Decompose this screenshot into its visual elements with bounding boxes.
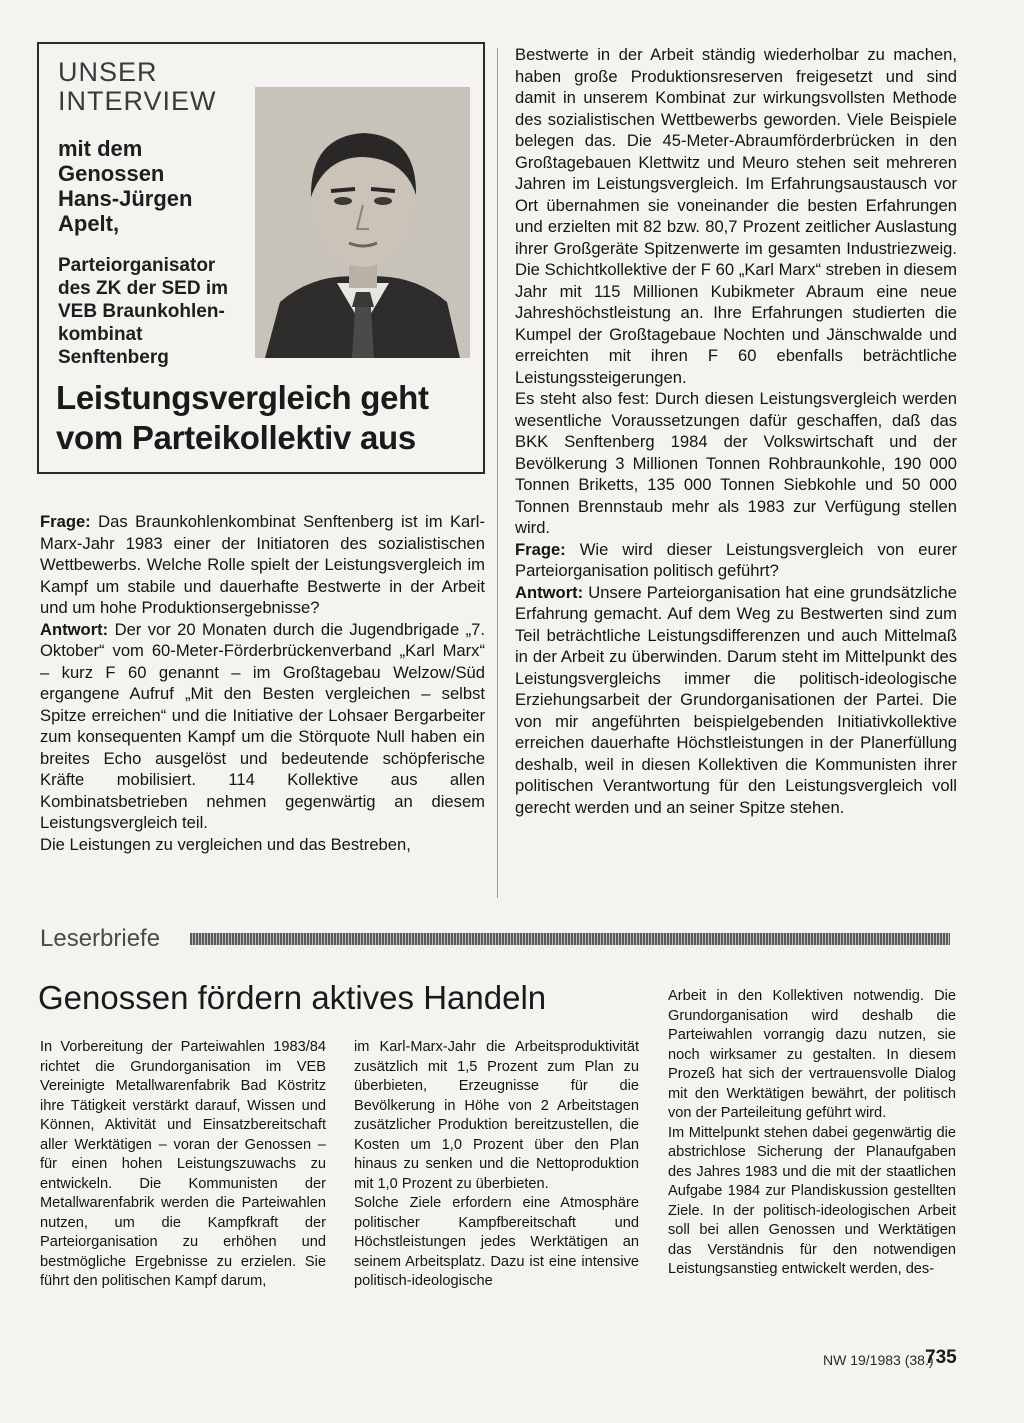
body-paragraph: Es steht also fest: Durch diesen Leistungsvergleich werden wesentliche Voraussetzungen dafür geschaffen, daß das BKK Senftenberg 1984 der Volkswirtschaft und der Bevölkerung 3 Millionen Tonnen Rohbraunkohle, 190 000 Tonnen Briketts, 135 000 Tonnen Siebkohle und 50 000 Tonnen Brennstaub mehr als 1983 zur Verfügung stellen wird. [515,389,957,537]
letters-headline: Genossen fördern aktives Handeln [38,979,547,1016]
answer-label: Antwort: [40,619,109,639]
interview-column-1 [40,511,485,855]
subject-line: Genossen [58,161,165,186]
question-label: Frage: [40,512,91,531]
role-line: VEB Braunkohlen- [58,301,225,322]
subject-line: Apelt, [58,211,120,236]
answer-paragraph [40,619,485,834]
answer-continuation: Die Leistungen zu vergleichen und das Bestreben, [40,834,411,854]
answer-label: Antwort: [515,582,584,602]
headline-line: vom Parteikollektiv aus [56,419,416,456]
role-line: Senftenberg [58,347,169,368]
letters-column-1 [40,1038,326,1292]
body-paragraph: In Vorbereitung der Parteiwahlen 1983/84 richtet die Grundorganisation im VEB Vereinigte Metallwarenfabrik Bad Köstritz ihre Tätigkeit verstärkt darauf, Wissen und Können, Aktivität und Einsatzbereitschaft aller Werktätigen – voran der Genossen – für einen hohen Leistungszuwachs zu entwickeln. Die Kommunisten der Metallwarenfabrik werden die Parteiwahlen nutzen, um die Kampfkraft der Parteiorganisation zu erhöhen und bestmögliche Ergebnisse zu erzielen. Sie führt den politischen Kampf darum, [40,1039,326,1289]
interview-column-2 [515,44,957,818]
role-line: Parteiorganisator [58,255,216,276]
question-text: Wie wird dieser Leistungsvergleich von eurer Parteiorganisation politisch geführt? [515,539,957,580]
question-paragraph [515,539,957,582]
subject-line: mit dem [58,136,143,161]
letters-column-3 [668,987,956,1280]
interviewee-name [58,136,248,236]
answer-text: Unsere Parteiorganisation hat eine grundsätzliche Erfahrung gemacht. Auf dem Weg zu Bestwerten sind zum Teil beträchtliche Leistungsdifferenzen und auch Mittelmaß in der Arbeit zu überwinden. Darum steht im Mittelpunkt des Leistungsvergleichs immer die politisch-ideologische Erziehungsarbeit der Grundorganisationen der Partei. Die von mir angeführten beispielgebenden Initiativkollektive erreichen dauerhafte Höchstleistungen in der Planerfüllung deshalb, weil in diesen Kollektiven die Kommunisten ihrer politischen Verantwortung für den Leistungsvergleich voll gerecht werden und an seiner Spitze stehen. [515,582,957,817]
subject-line: Hans-Jürgen [58,186,193,211]
letters-column-2 [354,1038,639,1292]
section-label: Leserbriefe [40,925,161,952]
interviewee-role [58,254,253,369]
question-text: Das Braunkohlenkombinat Senftenberg ist im Karl-Marx-Jahr 1983 einer der Initiatoren des sozialistischen Wettbewerbs. Welche Rolle spielt der Leistungsvergleich im Kampf um stabile und dauerhafte Bestwerte in der Arbeit und um hohe Produktionsergebnisse? [40,512,485,617]
question-paragraph [40,511,485,619]
headline-line: Leistungsvergleich geht [56,379,429,416]
body-paragraph: Solche Ziele erfordern eine Atmosphäre politischer Kampfbereitschaft und Höchstleistungen jedes Werktätigen an seinem Arbeitsplatz. Dazu ist eine intensive politisch-ideologische [354,1195,639,1289]
role-line: des ZK der SED im [58,278,228,299]
issue-reference: NW 19/1983 (38.) [823,1352,934,1368]
interview-headline [56,378,481,458]
kicker-line-1: UNSER [58,57,158,87]
portrait-photo [255,87,470,358]
body-paragraph: Im Mittelpunkt stehen dabei gegenwärtig die abstrichlose Sicherung der Planaufgaben des Jahres 1983 und die mit der staatlichen Aufgabe 1984 zur Plandiskussion gestellten Ziele. In der politisch-ideologischen Arbeit soll bei allen Genossen und Werktätigen das Verständnis für den notwendigen Leistungsanstieg entwickelt werden, des- [668,1124,956,1277]
portrait-illustration [255,87,470,358]
column-divider [497,48,498,898]
section-rule [190,933,950,945]
body-paragraph: im Karl-Marx-Jahr die Arbeitsproduktivität zusätzlich mit 1,5 Prozent zum Plan zu überbieten, Erzeugnisse für die Bevölkerung in Höhe von 2 Arbeitstagen zusätzlicher Produktion bereitzustellen, die Kosten um 1,0 Prozent über den Plan hinaus zu senken und die Nettoproduktion mit 1,0 Prozent zu überbieten. [354,1039,639,1192]
role-line: kombinat [58,324,143,345]
page-number: 735 [925,1347,957,1368]
question-label: Frage: [515,539,566,559]
answer-text: Der vor 20 Monaten durch die Jugendbrigade „7. Oktober“ vom 60-Meter-Förderbrückenverband „Karl Marx“ – kurz F 60 genannt – im Großtagebau Welzow/Süd ergangene Aufruf „Mit den Besten vergleichen – selbst Spitze erreichen“ und die Initiative der Lohsaer Bergarbeiter zum konsequenten Kampf um die Störquote Null haben ein breites Echo ausgelöst und bedeutende schöpferische Kräfte mobilisiert. 114 Kollektive aus allen Kombinatsbetrieben nehmen gegenwärtig an diesem Leistungsvergleich teil. [40,619,485,832]
body-paragraph: Arbeit in den Kollektiven notwendig. Die Grundorganisation wird deshalb die Parteiwahlen vorrangig dazu nutzen, sie noch wirksamer zu gestalten. In diesem Prozeß hat sich der vertrauensvolle Dialog mit den Werktätigen bewährt, der politisch von der Parteileitung geführt wird. [668,988,956,1121]
answer-paragraph [515,582,957,819]
body-paragraph: Bestwerte in der Arbeit ständig wiederholbar zu machen, haben große Produktionsreserven freigesetzt und sind damit in unserem Kombinat zur wirkungsvollsten Methode des sozialistischen Wettbewerbs geworden. Viele Beispiele belegen das. Die 45-Meter-Abraumförderbrücken in den Großtagebauen Klettwitz und Meuro stehen seit mehreren Jahren im Leistungsvergleich. Im Erfahrungsaustausch vor Ort übernahmen sie voneinander die besten Erfahrungen und erzielten mit 82 bzw. 80,7 Prozent zeitlicher Auslastung ihrer Großgeräte Spitzenwerte im gesamten Industriezweig. Die Schichtkollektive der F 60 „Karl Marx“ streben in diesem Jahr mit 115 Millionen Kubikmeter Abraum eine neue Jahreshöchstleistung an. Ihre Erfahrungen studierten die Kumpel der Großtagebaue Nochten und Jänschwalde und erreichten mit ihren F 60 ebenfalls beträchtliche Leistungssteigerungen. [515,45,957,387]
kicker-line-2: INTERVIEW [58,86,217,116]
